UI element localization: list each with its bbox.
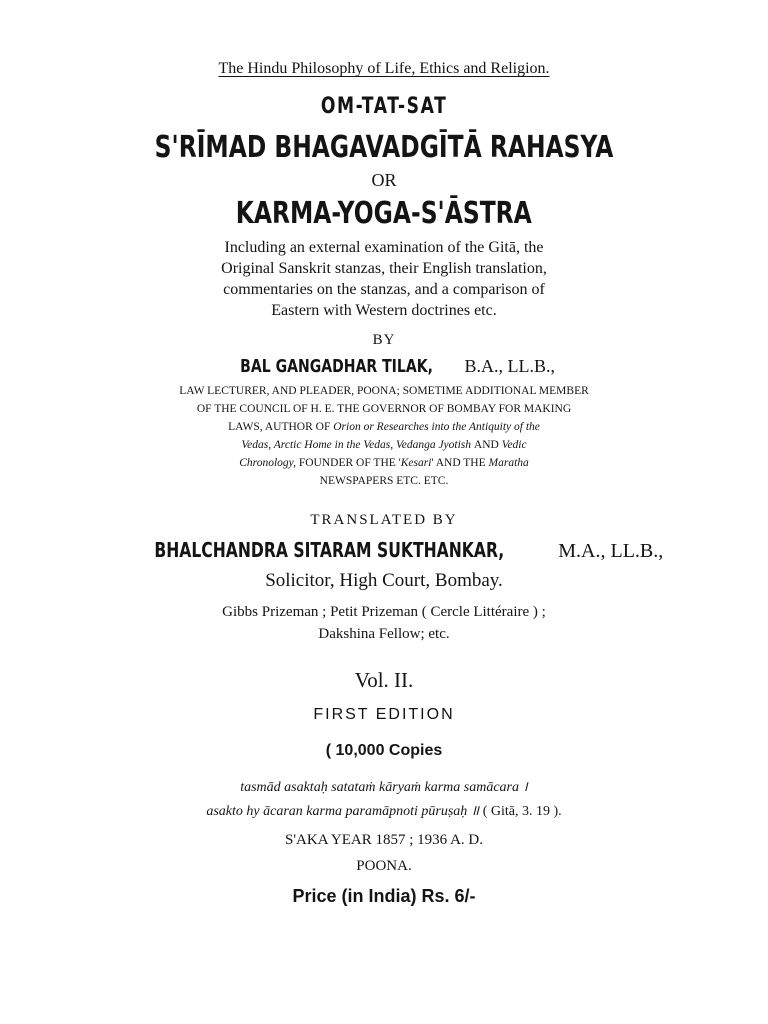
translator-name: BHALCHANDRA SITARAM SUKTHANKAR, [154,538,504,562]
price: Price (in India) Rs. 6/- [292,886,476,906]
author [0,356,768,377]
translator-honours: Gibbs Prizeman ; Petit Prizeman ( Cercle Littéraire ) ; Dakshina Fellow; etc. [222,604,546,642]
description-line: Original Sanskrit stanzas, their English translation, [221,260,547,277]
description-line: Eastern with Western doctrines etc. [271,302,497,319]
description-line: Including an external examination of the Gitā, the [224,239,544,256]
by-label: BY [372,332,396,348]
translator-position: Solicitor, High Court, Bombay. [265,570,503,591]
author-name: BAL GANGADHAR TILAK, [240,356,433,377]
description [0,237,768,321]
translated-by-label: TRANSLATED BY [310,512,458,528]
verse-line: tasmād asaktaḥ satataṁ kāryaṁ karma samācara । [240,780,528,795]
main-title: S'RĪMAD BHAGAVADGĪTĀ RAHASYA [154,130,614,165]
translator [0,538,768,563]
edition: FIRST EDITION [313,706,455,723]
series-title: The Hindu Philosophy of Life, Ethics and Religion. [218,60,550,77]
alt-title: KARMA-YOGA-S'ĀSTRA [235,196,533,231]
translator-degrees: M.A., LL.B., [558,540,664,562]
description-line: commentaries on the stanzas, and a comparison of [223,281,545,298]
author-credentials: LAW LECTURER, AND PLEADER, POONA; SOMETIME ADDITIONAL MEMBER OF THE COUNCIL OF H. E. THE GOVERNOR OF BOMBAY FOR MAKING LAWS, AUTHOR OF Orion or Researches into the Antiquity of the Vedas, Arctic Home in the Vedas, Vedanga Jyotish AND Vedic Chronology, FOUNDER OF THE 'Kesari' AND THE Maratha NEWSPAPERS ETC. ETC. [179,385,589,487]
verse [0,776,768,824]
copies: ( 10,000 Copies [325,742,443,759]
invocation: OM-TAT-SAT [320,94,448,119]
or-text: OR [371,170,397,190]
saka-year: S'AKA YEAR 1857 ; 1936 A. D. [285,832,483,848]
author-degrees: B.A., LL.B., [464,356,556,376]
volume: Vol. II. [354,668,414,692]
verse-line: asakto hy ācaran karma paramāpnoti pūruṣaḥ ॥ [206,804,480,819]
place: POONA. [356,858,412,874]
verse-citation: ( Gitā, 3. 19 ). [482,804,562,819]
